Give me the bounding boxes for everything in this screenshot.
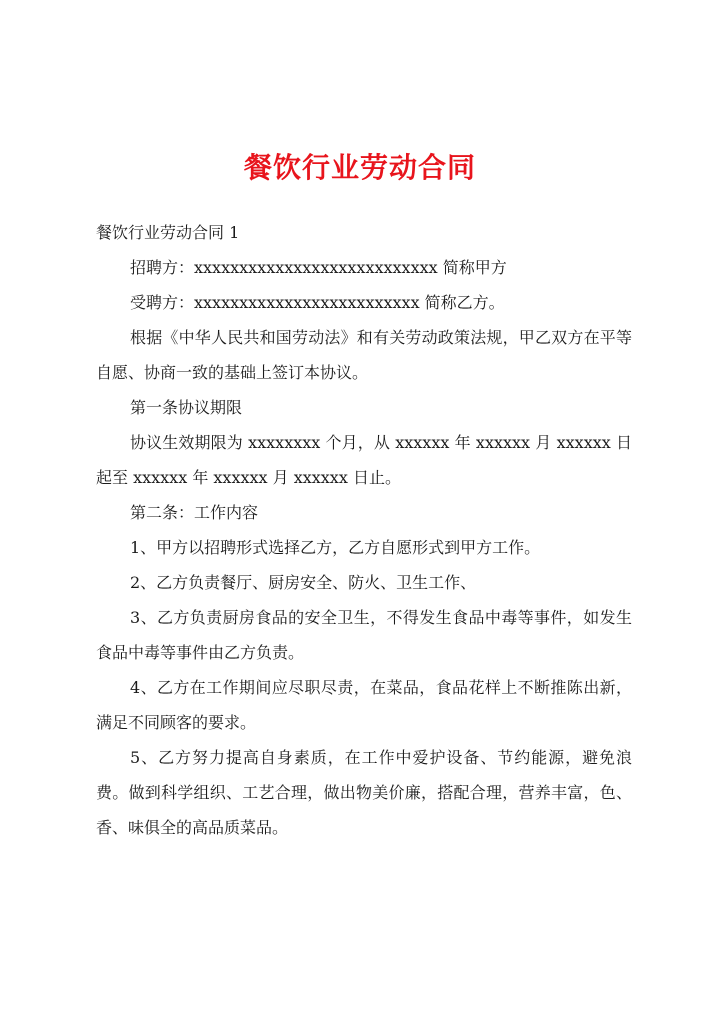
legal-basis-paragraph: 根据《中华人民共和国劳动法》和有关劳动政策法规，甲乙双方在平等自愿、协商一致的基础上签订本协议。 (96, 328, 632, 382)
clause-3: 3、乙方负责厨房食品的安全卫生，不得发生食品中毒等事件，如发生食品中毒等事件由乙方负责。 (96, 608, 632, 662)
contract-subtitle: 餐饮行业劳动合同 1 (96, 223, 240, 242)
clause-5: 5、乙方努力提高自身素质，在工作中爱护设备、节约能源，避免浪费。做到科学组织、工艺合理，做出物美价廉，搭配合理，营养丰富，色、香、味俱全的高品质菜品。 (96, 748, 632, 837)
document-title: 餐饮行业劳动合同 (243, 151, 476, 184)
employer-line: 招聘方：xxxxxxxxxxxxxxxxxxxxxxxxxxx 简称甲方 (130, 258, 507, 277)
term-paragraph: 协议生效期限为 xxxxxxxx 个月，从 xxxxxx 年 xxxxxx 月 xxxxxx 日起至 xxxxxx 年 xxxxxx 月 xxxxxx 日止。 (96, 433, 632, 487)
article-2-heading: 第二条：工作内容 (130, 503, 259, 522)
clause-2: 2、乙方负责餐厅、厨房安全、防火、卫生工作、 (130, 573, 477, 592)
clause-4: 4、乙方在工作期间应尽职尽责，在菜品，食品花样上不断推陈出新，满足不同顾客的要求。 (96, 678, 632, 732)
document-body (96, 215, 632, 845)
article-1-heading: 第一条协议期限 (130, 398, 243, 417)
employee-line: 受聘方：xxxxxxxxxxxxxxxxxxxxxxxxx 简称乙方。 (130, 293, 505, 312)
clause-1: 1、甲方以招聘形式选择乙方，乙方自愿形式到甲方工作。 (130, 538, 541, 557)
